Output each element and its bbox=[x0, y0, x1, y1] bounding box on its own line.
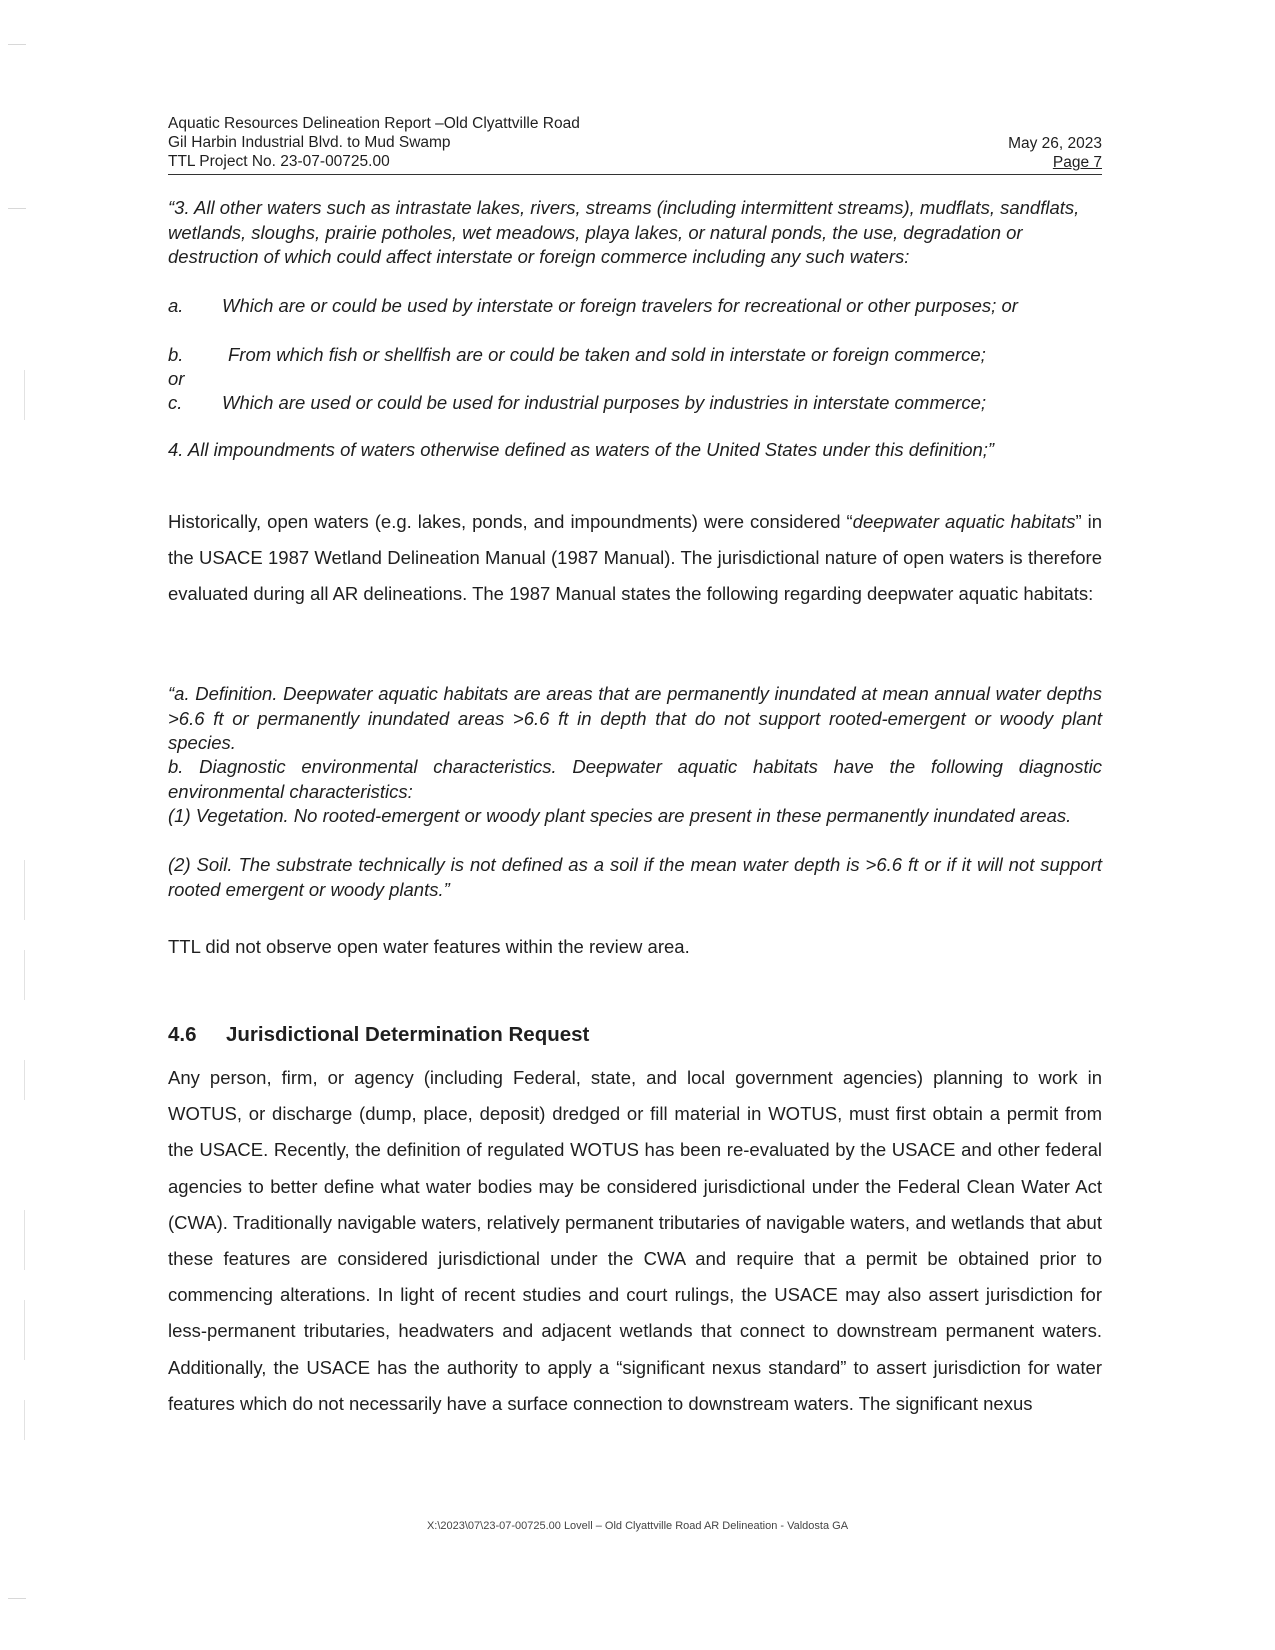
section-title: Jurisdictional Determination Request bbox=[226, 1023, 590, 1046]
list-label-c: c. bbox=[168, 392, 183, 413]
quote-soil: (2) Soil. The substrate technically is not defined as a soil if the mean water depth is >6.6 ft or if it will not support rooted emergent or woody plants.” bbox=[168, 854, 1102, 900]
page-header bbox=[168, 114, 1102, 175]
scan-edge-line bbox=[24, 1300, 25, 1360]
header-report-info bbox=[168, 114, 580, 171]
scan-edge-line bbox=[24, 1060, 25, 1100]
quote-item-3: “3. All other waters such as intrastate lakes, rivers, streams (including intermittent streams), mudflats, sandflats, wetlands, sloughs, prairie potholes, wet meadows, playa lakes, or natural ponds, the use, degradation or destruction of which could affect interstate or foreign commerce including any such waters: bbox=[168, 197, 1080, 267]
scan-edge-mark bbox=[8, 208, 26, 209]
list-text-b: From which fish or shellfish are or could be taken and sold in interstate or foreign commerce; bbox=[228, 344, 986, 365]
header-project-number: TTL Project No. 23-07-00725.00 bbox=[168, 153, 390, 170]
header-report-title: Aquatic Resources Delineation Report –Old Clyattville Road bbox=[168, 115, 580, 132]
section-heading bbox=[168, 1023, 589, 1047]
section-number: 4.6 bbox=[168, 1023, 197, 1046]
header-page-number: Page 7 bbox=[1052, 154, 1102, 171]
observation-text: TTL did not observe open water features within the review area. bbox=[168, 936, 690, 957]
para1-emphasis: deepwater aquatic habitats bbox=[852, 511, 1076, 532]
scan-edge-mark bbox=[8, 44, 26, 45]
scan-edge-line bbox=[24, 1210, 25, 1270]
header-date-page bbox=[1008, 134, 1102, 172]
quote-definition: “a. Definition. Deepwater aquatic habitats are areas that are permanently inundated at mean annual water depths >6.6 ft or permanently inundated areas >6.6 ft in depth that do not support rooted-emergent or woody plant species. bbox=[168, 683, 1102, 753]
paragraph-open-waters bbox=[168, 504, 1102, 613]
list-label-a: a. bbox=[168, 295, 184, 316]
para1-text-before: Historically, open waters (e.g. lakes, ponds, and impoundments) were considered “ bbox=[168, 511, 853, 532]
list-text-a: Which are or could be used by interstate or foreign travelers for recreational or other purposes; or bbox=[222, 295, 1018, 316]
list-label-b: b. bbox=[168, 344, 184, 365]
paragraph-jurisdictional: Any person, firm, or agency (including Federal, state, and local government agencies) planning to work in WOTUS, or discharge (dump, place, deposit) dredged or fill material in WOTUS, must first obtain a permit from the USACE. Recently, the definition of regulated WOTUS has been re-evaluated by the USACE and other federal agencies to better define what water bodies may be considered jurisdictional under the Federal Clean Water Act (CWA). Traditionally navigable waters, relatively permanent tributaries of navigable waters, and wetlands that abut these features are considered jurisdictional under the CWA and require that a permit be obtained prior to commencing alterations. In light of recent studies and court rulings, the USACE may also assert jurisdiction for less-permanent tributaries, headwaters and adjacent wetlands that connect to downstream permanent waters. Additionally, the USACE has the authority to apply a “significant nexus standard” to assert jurisdiction for water features which do not necessarily have a surface connection to downstream waters. The significant nexus bbox=[168, 1067, 1102, 1414]
header-date: May 26, 2023 bbox=[1008, 135, 1102, 152]
list-text-c: Which are used or could be used for industrial purposes by industries in interstate commerce; bbox=[222, 392, 987, 413]
para1-text-after: ” in the USACE 1987 Wetland Delineation Manual (1987 Manual). The jurisdictional nature of open waters is therefore evaluated during all AR delineations. The 1987 Manual states the following regarding deepwater aquatic habitats: bbox=[168, 511, 1103, 605]
page-footer-path: X:\2023\07\23-07-00725.00 Lovell – Old Clyattville Road AR Delineation - Valdosta GA bbox=[426, 1520, 849, 1532]
list-text-b-cont: or bbox=[168, 368, 185, 389]
quote-item-4: 4. All impoundments of waters otherwise defined as waters of the United States under this definition;” bbox=[168, 439, 995, 460]
header-report-subtitle: Gil Harbin Industrial Blvd. to Mud Swamp bbox=[168, 134, 451, 151]
scan-edge-line bbox=[24, 370, 25, 420]
quote-diagnostic: b. Diagnostic environmental characteristics. Deepwater aquatic habitats have the following diagnostic environmental characteristics: bbox=[168, 756, 1102, 802]
scan-edge-mark bbox=[8, 1598, 26, 1599]
quote-vegetation: (1) Vegetation. No rooted-emergent or woody plant species are present in these permanently inundated areas. bbox=[168, 805, 1072, 826]
scan-edge-line bbox=[24, 860, 25, 920]
scan-edge-line bbox=[24, 1400, 25, 1440]
scan-edge-line bbox=[24, 950, 25, 1000]
